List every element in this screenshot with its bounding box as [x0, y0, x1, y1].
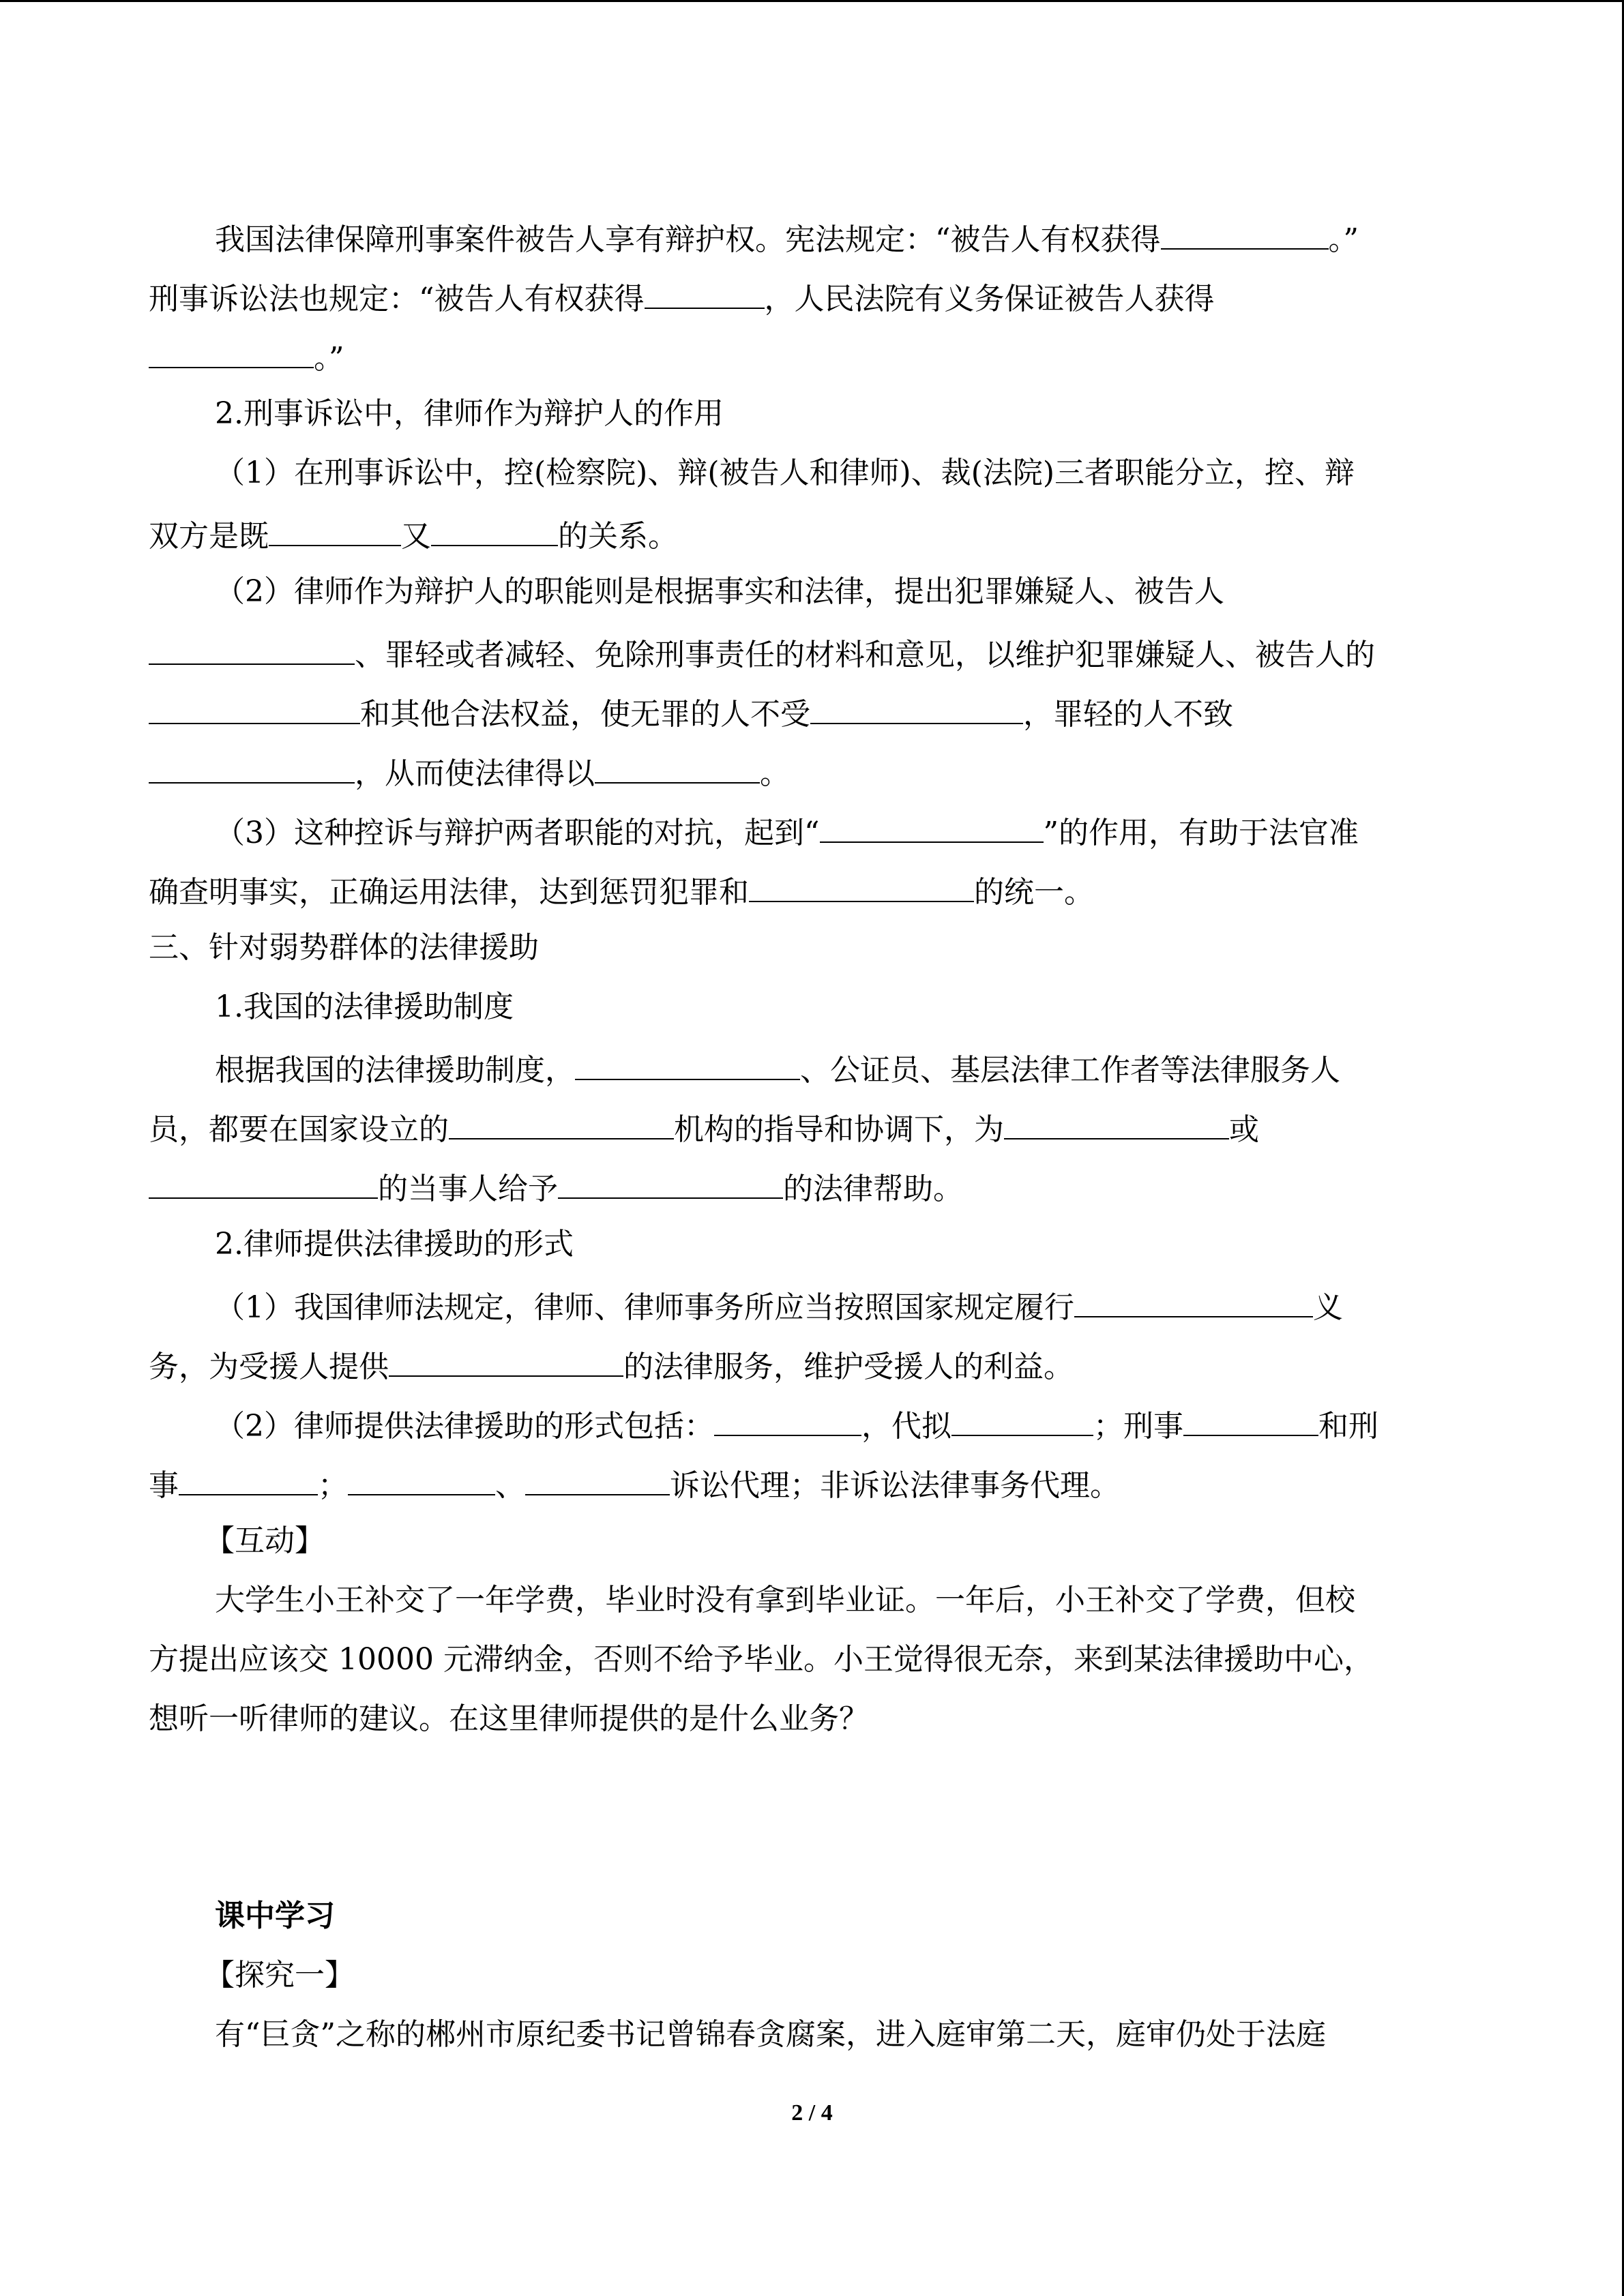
fill-in-blank[interactable] [149, 334, 314, 368]
class-study-heading: 课中学习 [215, 1898, 335, 1933]
interaction-heading: 【互动】 [205, 1523, 325, 1558]
fill-in-blank[interactable] [810, 690, 1023, 724]
paragraph-line: 有“巨贪”之称的郴州市原纪委书记曾锦春贪腐案，进入庭审第二天，庭审仍处于法庭 [215, 2017, 1326, 2052]
fill-in-blank[interactable] [1074, 1283, 1313, 1317]
fill-in-blank[interactable] [1183, 1402, 1318, 1436]
paragraph-line: 和其他合法权益，使无罪的人不受 ，罪轻的人不致 [149, 690, 1233, 735]
page-number: 2 / 4 [791, 2100, 833, 2126]
paragraph-line: 务，为受援人提供 的法律服务，维护受援人的利益。 [149, 1343, 1074, 1388]
fill-in-blank[interactable] [149, 631, 355, 665]
fill-in-blank[interactable] [820, 809, 1044, 843]
paragraph-line: ，从而使法律得以 。 [149, 749, 790, 794]
paragraph-line: 、罪轻或者减轻、免除刑事责任的材料和意见，以维护犯罪嫌疑人、被告人的 [149, 631, 1375, 676]
paragraph-line: 。” [149, 334, 344, 379]
paragraph-line: 确查明事实，正确运用法律，达到惩罚犯罪和 的统一。 [149, 868, 1094, 913]
paragraph-line: （1）在刑事诉讼中，控(检察院)、辩(被告人和律师)、裁(法院)三者职能分立，控、辩 [215, 456, 1355, 490]
fill-in-blank[interactable] [449, 1105, 674, 1139]
subsection-title: 2.律师提供法律援助的形式 [215, 1227, 574, 1262]
fill-in-blank[interactable] [149, 749, 355, 784]
fill-in-blank[interactable] [749, 868, 974, 902]
paragraph-line: 事 ； 、 诉讼代理；非诉讼法律事务代理。 [149, 1461, 1120, 1506]
paragraph-line: 大学生小王补交了一年学费，毕业时没有拿到毕业证。一年后，小王补交了学费，但校 [215, 1583, 1355, 1617]
fill-in-blank[interactable] [595, 749, 760, 784]
paragraph-line: 刑事诉讼法也规定：“被告人有权获得 ，人民法院有义务保证被告人获得 [149, 275, 1215, 320]
page-border-top [0, 0, 1624, 2]
fill-in-blank[interactable] [645, 275, 765, 309]
fill-in-blank[interactable] [179, 1461, 318, 1495]
fill-in-blank[interactable] [575, 1046, 800, 1080]
paragraph-line: （3）这种控诉与辩护两者职能的对抗，起到“ ”的作用，有助于法官准 [215, 809, 1359, 854]
fill-in-blank[interactable] [149, 690, 360, 724]
fill-in-blank[interactable] [951, 1402, 1093, 1436]
paragraph-line: 我国法律保障刑事案件被告人享有辩护权。宪法规定：“被告人有权获得 。” [215, 215, 1359, 260]
fill-in-blank[interactable] [1004, 1105, 1229, 1139]
fill-in-blank[interactable] [149, 1165, 378, 1199]
paragraph-line: （2）律师提供法律援助的形式包括： ，代拟 ；刑事 和刑 [215, 1402, 1378, 1447]
fill-in-blank[interactable] [269, 512, 401, 546]
fill-in-blank[interactable] [1161, 215, 1329, 250]
paragraph-line: 根据我国的法律援助制度， 、公证员、基层法律工作者等法律服务人 [215, 1046, 1340, 1091]
fill-in-blank[interactable] [714, 1402, 861, 1436]
paragraph-line: 员，都要在国家设立的 机构的指导和协调下，为 或 [149, 1105, 1259, 1150]
paragraph-line: 想听一听律师的建议。在这里律师提供的是什么业务？ [149, 1701, 869, 1736]
fill-in-blank[interactable] [525, 1461, 670, 1495]
paragraph-line: 双方是既 又 的关系。 [149, 512, 678, 557]
fill-in-blank[interactable] [431, 512, 558, 546]
paragraph-line: 的当事人给予 的法律帮助。 [149, 1165, 963, 1210]
fill-in-blank[interactable] [558, 1165, 783, 1199]
fill-in-blank[interactable] [389, 1343, 623, 1377]
subsection-title: 2.刑事诉讼中，律师作为辩护人的作用 [215, 396, 724, 431]
subsection-title: 1.我国的法律援助制度 [215, 989, 514, 1024]
explore-heading: 【探究一】 [205, 1958, 355, 1993]
paragraph-line: （2）律师作为辩护人的职能则是根据事实和法律，提出犯罪嫌疑人、被告人 [215, 574, 1224, 609]
fill-in-blank[interactable] [348, 1461, 495, 1495]
paragraph-line: （1）我国律师法规定，律师、律师事务所应当按照国家规定履行 义 [215, 1283, 1343, 1328]
section-heading: 三、针对弱势群体的法律援助 [149, 930, 539, 965]
paragraph-line: 方提出应该交 10000 元滞纳金，否则不给予毕业。小王觉得很无奈，来到某法律援助中心， [149, 1642, 1374, 1677]
